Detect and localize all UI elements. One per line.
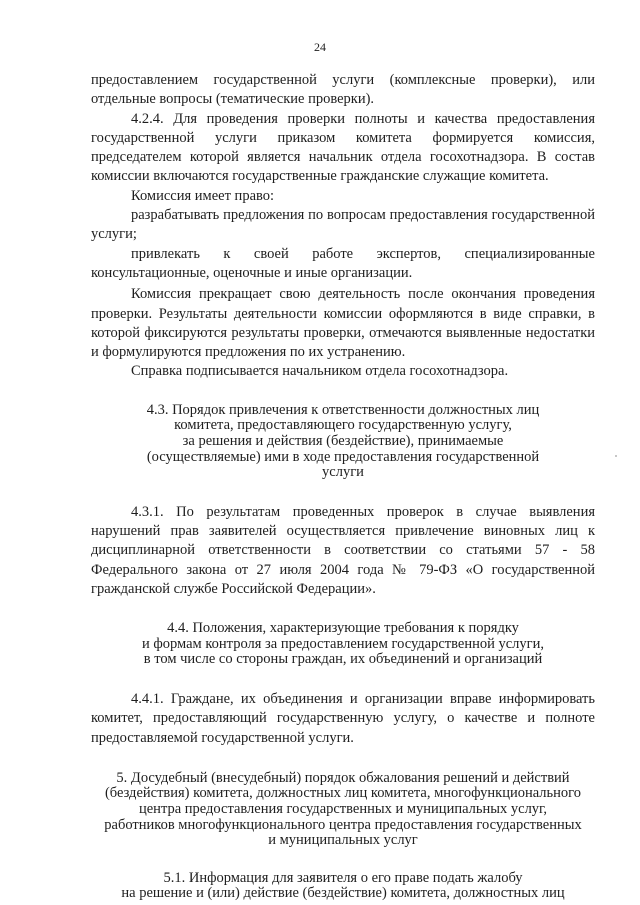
heading-line: 5. Досудебный (внесудебный) порядок обжалования решений и действий: [116, 769, 570, 786]
heading-line: и муниципальных услуг: [268, 832, 418, 849]
heading-line: за решения и действия (бездействие), принимаемые: [182, 432, 504, 449]
heading-line: центра предоставления государственных и муниципальных услуг,: [138, 801, 547, 818]
paragraph: предоставлением государственной услуги (комплексные проверки), или отдельные вопросы (тематические проверки).: [91, 72, 595, 108]
paragraph: Комиссия прекращает свою деятельность после окончания проведения проверки. Результаты деятельности комиссии оформляются в виде справки, в которой фиксируются результаты проверки, отмечаются выявленные недостатки и формулируются предложения по их устранению.: [91, 286, 595, 361]
section-heading: [91, 771, 595, 849]
heading-line: услуги: [322, 464, 364, 481]
section-heading: [91, 621, 595, 668]
paragraph: привлекать к своей работе экспертов, специализированные консультационные, оценочные и иные организации.: [91, 245, 595, 281]
heading-line: (осуществляемые) ими в ходе предоставления государственной: [146, 448, 540, 465]
heading-line: комитета, предоставляющего государственную услугу,: [174, 417, 512, 434]
heading-line: в том числе со стороны граждан, их объединений и организаций: [143, 651, 543, 668]
heading-line: работников многофункционального центра предоставления государственных: [104, 816, 582, 833]
section-heading: [91, 871, 595, 902]
section-heading: [91, 403, 595, 481]
document-body: [91, 71, 595, 902]
heading-line: и формам контроля за предоставлением государственной услуги,: [141, 635, 544, 652]
paragraph: 4.2.4. Для проведения проверки полноты и качества предоставления государственной услуги приказом комитета формируется комиссия, председателем которой является начальник отдела госохотнадзора. В состав комиссии включаются государственные гражданские служащие комитета.: [91, 110, 595, 185]
heading-line: 4.4. Положения, характеризующие требования к порядку: [167, 620, 519, 637]
heading-line: на решение и (или) действие (бездействие) комитета, должностных лиц: [121, 885, 565, 902]
scan-speck: [615, 455, 617, 457]
heading-line: 4.3. Порядок привлечения к ответственности должностных лиц: [146, 401, 540, 418]
paragraph: 4.4.1. Граждане, их объединения и организации вправе информировать комитет, предоставляющий государственную услугу, о качестве и полноте предоставляемой государственной услуги.: [91, 690, 595, 746]
heading-line: (бездействия) комитета, должностных лиц комитета, многофункционального: [104, 785, 582, 802]
heading-line: 5.1. Информация для заявителя о его праве подать жалобу: [163, 869, 523, 886]
paragraph: разрабатывать предложения по вопросам предоставления государственной услуги;: [91, 207, 595, 243]
paragraph: Справка подписывается начальником отдела госохотнадзора.: [131, 363, 509, 380]
page-number: 24: [314, 40, 326, 54]
paragraph: Комиссия имеет право:: [131, 187, 275, 204]
paragraph: 4.3.1. По результатам проведенных проверок в случае выявления нарушений прав заявителей осуществляется привлечение виновных лиц к дисциплинарной ответственности в соответствии со статьями 57 - 58 Федерального закона от 27 июля 2004 года № 79-ФЗ «О государственной гражданской службе Российской Федерации».: [91, 503, 595, 597]
